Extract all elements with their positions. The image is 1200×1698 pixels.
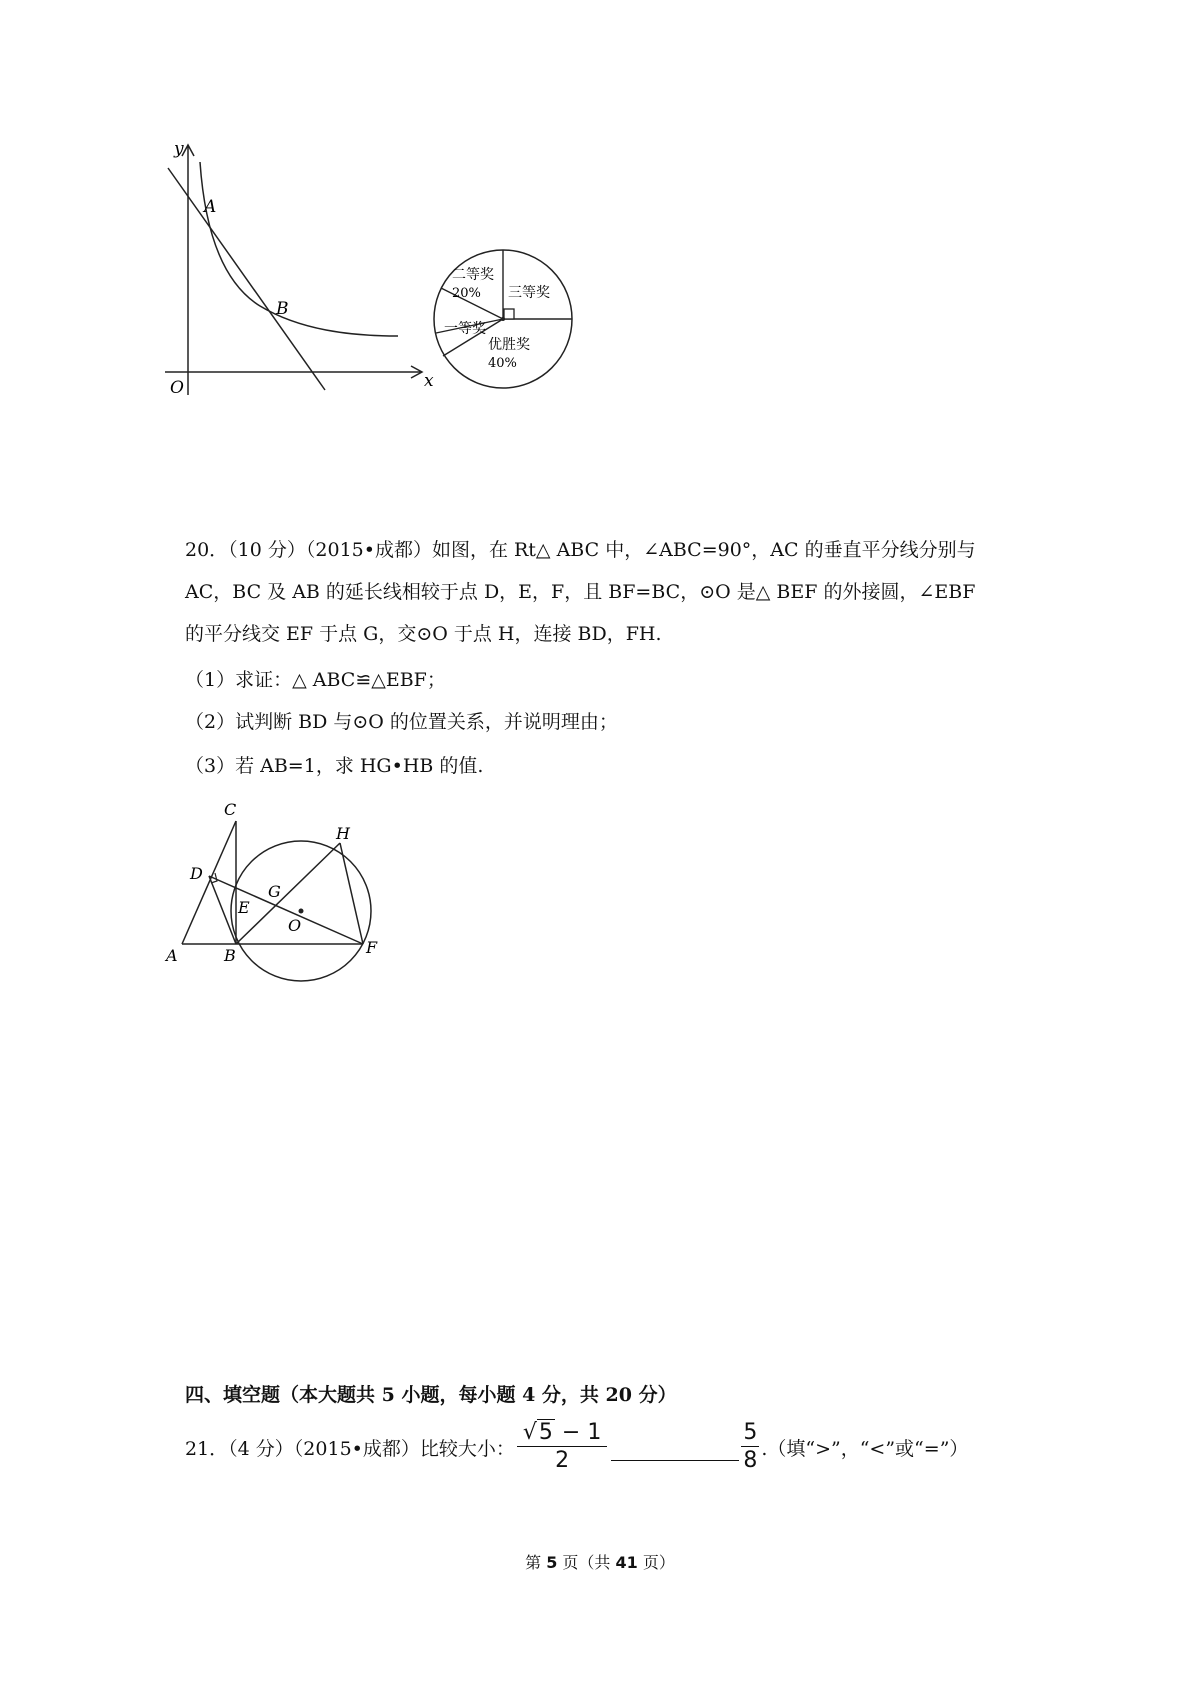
unknown-slice-box: [504, 309, 514, 319]
point-b: B: [224, 946, 236, 965]
pie-chart: [428, 245, 578, 395]
sqrt-arg: 5: [538, 1420, 553, 1445]
num-rest: − 1: [554, 1420, 602, 1445]
point-o: O: [288, 916, 302, 935]
q21-prefix: 21．（4 分）（2015•成都）比较大小：: [185, 1438, 515, 1460]
point-h: H: [336, 824, 350, 843]
center-o: [299, 909, 304, 914]
page-footer: 第 5 页（共 41 页）: [525, 1553, 675, 1572]
slice-label: 三等奖: [508, 285, 550, 301]
point-e: E: [238, 898, 250, 917]
label-o: O: [170, 378, 184, 398]
point-g: G: [268, 882, 281, 901]
section-heading: 四、填空题（本大题共 5 小题，每小题 4 分，共 20 分）: [185, 1384, 677, 1406]
label-a: A: [204, 197, 217, 217]
label-y: y: [174, 140, 184, 159]
numerator-2: 5: [743, 1420, 758, 1445]
q20-line2: AC，BC 及 AB 的延长线相较于点 D，E，F，且 BF=BC，⊙O 是△ BEF 的外接圆，∠EBF: [185, 581, 976, 603]
q20-part3: （3）若 AB=1，求 HG•HB 的值.: [185, 755, 484, 777]
segment-hf: [340, 843, 363, 944]
denominator-1: 2: [555, 1448, 570, 1473]
q20-line3: 的平分线交 EF 于点 G，交⊙O 于点 H，连接 BD，FH.: [185, 623, 662, 645]
total-pages: 41: [615, 1553, 638, 1572]
point-f: F: [366, 938, 378, 957]
fraction-5-over-8: [741, 1420, 759, 1475]
hyperbola-curve: [200, 162, 398, 336]
denominator-2: 8: [743, 1448, 758, 1473]
label-x: x: [424, 371, 434, 391]
q20-part1: （1）求证：△ ABC≌△EBF；: [185, 669, 446, 691]
q20-part2: （2）试判断 BD 与⊙O 的位置关系，并说明理由；: [185, 711, 618, 733]
straight-line: [168, 168, 325, 390]
slice-label: 优胜奖: [488, 337, 530, 353]
point-c: C: [224, 800, 237, 819]
geometry-figure: [160, 795, 400, 985]
label-b: B: [276, 299, 289, 319]
slice-label: 二等奖: [452, 267, 494, 283]
slice-label: 一等奖: [444, 321, 486, 337]
function-graph: [160, 140, 440, 410]
slice-value: 20%: [452, 286, 481, 301]
point-d: D: [190, 864, 203, 883]
q21-suffix: .（填“>”，“<”或“=”）: [761, 1438, 969, 1460]
pie-center: [501, 317, 505, 321]
answer-blank[interactable]: [611, 1434, 739, 1461]
point-a: A: [166, 946, 178, 965]
slice-value: 40%: [488, 356, 517, 371]
q20-line1: 20．（10 分）（2015•成都）如图，在 Rt△ ABC 中，∠ABC=90°，AC 的垂直平分线分别与: [185, 539, 976, 561]
q21: [185, 1420, 968, 1475]
page-number: 5: [546, 1553, 558, 1572]
fraction-sqrt5-minus1-over-2: $\frac{√5 - 1}{2}$: [517, 1420, 607, 1475]
